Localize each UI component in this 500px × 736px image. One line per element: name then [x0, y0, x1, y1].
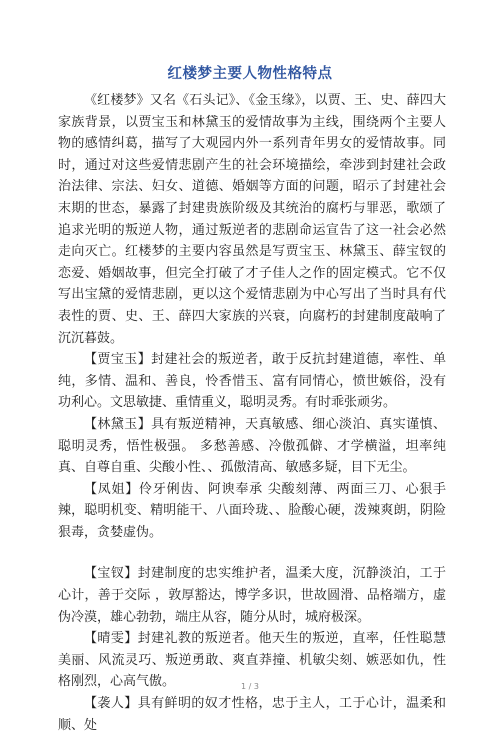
character-baoyu: 【贾宝玉】封建社会的叛逆者，敢于反抗封建道德，率性、单纯，多情、温和、善良，怜香惜玉、富有同情心，愤世嫉俗，没有功利心。文思敏捷、重情重义，聪明灵秀。有时乖张顽劣。 [58, 352, 446, 411]
character-baochai: 【宝钗】封建制度的忠实维护者，温柔大度，沉静淡泊，工于心计，善于交际 ，敦厚豁达，博学多识，世故圆滑、品格端方，虚伪冷漠，雄心勃勃，端庄从容，随分从时，城府极深。 [58, 566, 446, 625]
paragraph-gap [58, 543, 446, 563]
character-qingwen: 【晴雯】封建礼教的叛逆者。他天生的叛逆，直率，任性聪慧美丽、风流灵巧、叛逆勇敢、爽直莽撞、机敏尖刻、嫉恶如仇，性格刚烈，心高气傲。 [58, 631, 446, 690]
character-daiyu: 【林黛玉】具有叛逆精神，天真敏感、细心淡泊、真实谨慎、聪明灵秀，悟性极强。 多愁善感、冷傲孤僻、才学横溢，坦率纯真、自尊自重、尖酸小性、、孤傲清高、敏感多疑，目下无尘。 [58, 416, 446, 476]
character-xiren: 【袭人】具有鲜明的奴才性格，忠于主人，工于心计，温柔和顺、处 [58, 696, 446, 733]
page-number: 1 / 3 [241, 682, 259, 691]
intro-paragraph: 《红楼梦》又名《石头记》、《金玉缘》，以贾、王、史、薛四大家族背景，以贾宝玉和林黛玉的爱情故事为主线，围绕两个主要人物的感情纠葛，描写了大观园内外一系列青年男女的爱情故事。同时，通过对这些爱情悲剧产生的社会环境描绘，牵涉到封建社会政治法律、宗法、妇女、道德、婚姻等方面的问题，昭示了封建社会末期的世态，暴露了封建贵族阶级及其统治的腐朽与罪恶，歌颂了追求光明的叛逆人物，通过叛逆者的悲剧命运宣告了这一社会必然走向灭亡。红楼梦的主要内容虽然是写贾宝玉、林黛玉、薛宝钗的恋爱、婚姻故事，但完全打破了才子佳人之作的固定模式。它不仅写出宝黛的爱情悲剧，更以这个爱情悲剧为中心写出了当时具有代表性的贾、史、王、薛四大家族的兴衰，向腐朽的封建制度敲响了沉沉暮鼓。 [58, 93, 446, 346]
document-body [58, 90, 446, 736]
document-title: 红楼梦主要人物性格特点 [167, 65, 333, 82]
character-fengjie: 【凤姐】伶牙俐齿、阿谀奉承 尖酸刻薄、两面三刀、心狠手辣，聪明机变、精明能干、八面玲珑、、脸酸心硬，泼辣爽朗，阴险狠毒，贪婪虚伪。 [58, 481, 446, 540]
